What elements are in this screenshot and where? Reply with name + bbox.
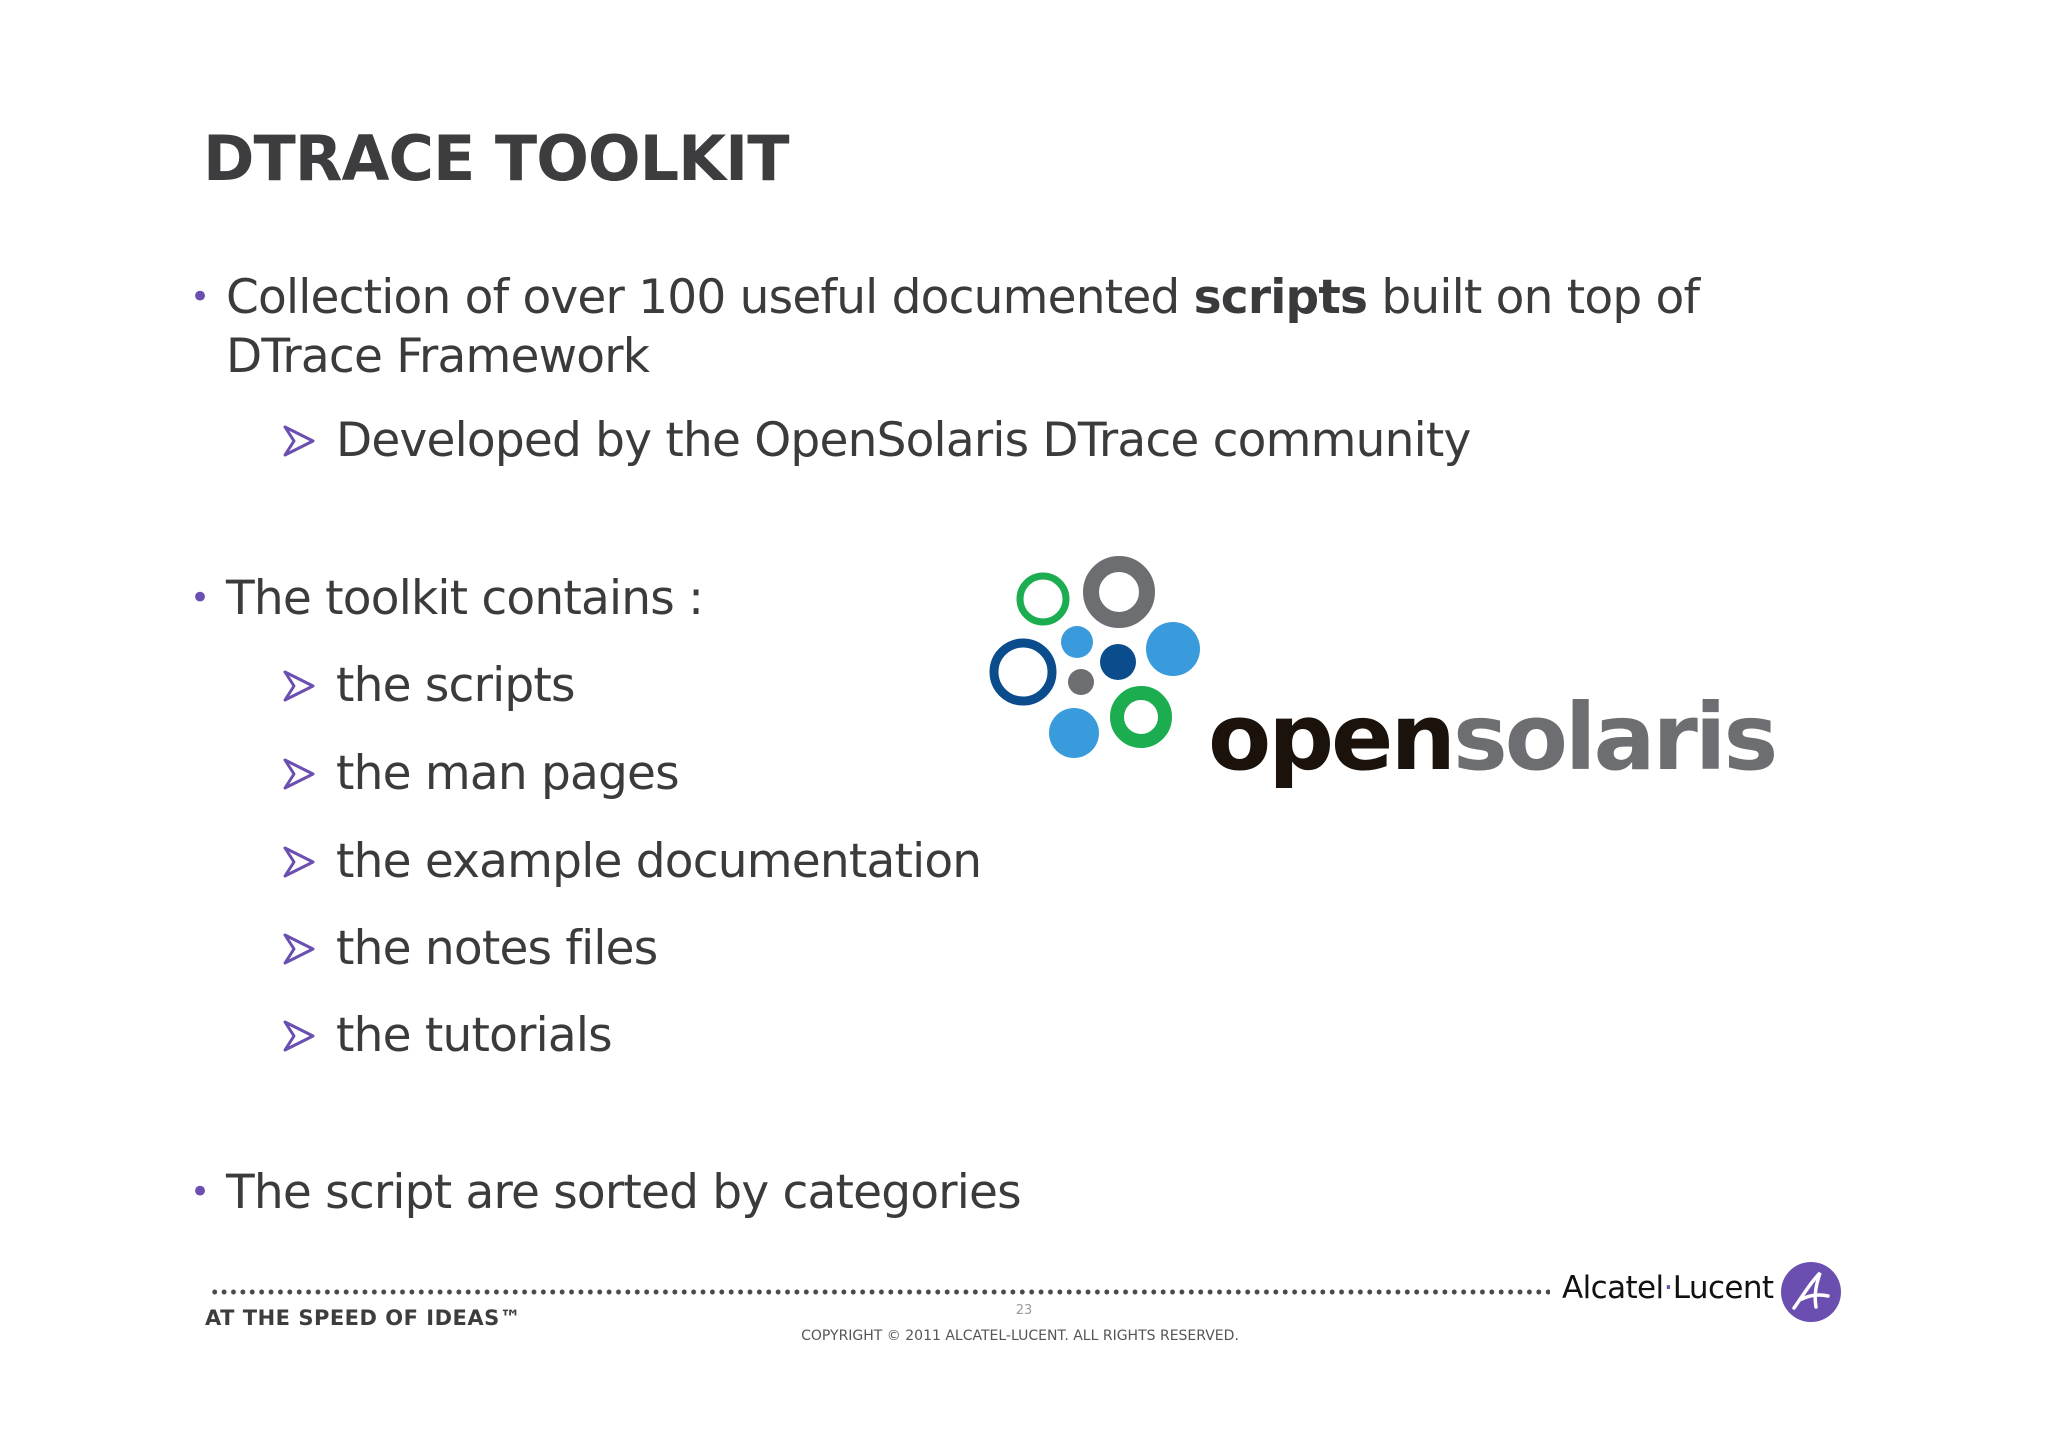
- sub-bullet-text: the tutorials: [336, 1008, 612, 1063]
- sub-bullet-text: the notes files: [336, 921, 658, 976]
- bullet-sorted-categories: [190, 1163, 1021, 1222]
- sub-bullet-item: [282, 744, 679, 803]
- slide-title: DTRACE TOOLKIT: [203, 122, 789, 195]
- sub-bullet-item: [282, 1006, 612, 1065]
- bullet-text: built on top of DTrace Framework: [226, 270, 1700, 384]
- copyright-notice: COPYRIGHT © 2011 ALCATEL-LUCENT. ALL RIGHTS RESERVED.: [801, 1328, 1239, 1344]
- bullet-text: The script are sorted by categories: [226, 1165, 1021, 1220]
- brand-left: Alcatel: [1562, 1270, 1664, 1306]
- sub-bullet-item: [282, 656, 575, 715]
- sub-bullet-item: [282, 832, 981, 891]
- bullet-text: Collection of over 100 useful documented: [226, 270, 1194, 325]
- arrow-bullet-icon: [282, 656, 336, 715]
- opensolaris-logo: [980, 552, 1780, 802]
- sub-bullet-text: Developed by the OpenSolaris DTrace community: [336, 413, 1471, 468]
- dot-bullet-icon: •: [190, 1172, 210, 1212]
- bullet-emphasis: scripts: [1193, 270, 1368, 325]
- brand-separator: ·: [1663, 1270, 1673, 1306]
- footer-dotted-rule: [210, 1288, 1550, 1296]
- opensolaris-logo-graphic: [980, 552, 1780, 802]
- arrow-bullet-icon: [282, 744, 336, 803]
- sub-bullet-text: the example documentation: [336, 834, 982, 889]
- dot-bullet-icon: •: [190, 578, 210, 618]
- alcatel-lucent-logo-icon: [1780, 1261, 1842, 1323]
- sub-bullet-item: [282, 919, 657, 978]
- footer-tagline: AT THE SPEED OF IDEAS™: [205, 1306, 522, 1330]
- page-number: 23: [1015, 1303, 1033, 1318]
- bullet-collection: [190, 268, 1810, 386]
- sub-bullet-text: the man pages: [336, 746, 679, 801]
- sub-bullet-developed: [282, 411, 1470, 470]
- brand-right: Lucent: [1672, 1270, 1774, 1306]
- bullet-text: The toolkit contains :: [226, 571, 704, 626]
- arrow-bullet-icon: [282, 919, 336, 978]
- sub-bullet-text: the scripts: [336, 658, 575, 713]
- arrow-bullet-icon: [282, 411, 336, 470]
- alcatel-lucent-wordmark: [1562, 1270, 1773, 1306]
- opensolaris-wordmark: opensolaris: [1208, 684, 1776, 791]
- arrow-bullet-icon: [282, 832, 336, 891]
- bullet-toolkit-contains: [190, 569, 703, 628]
- arrow-bullet-icon: [282, 1006, 336, 1065]
- dot-bullet-icon: •: [190, 277, 210, 317]
